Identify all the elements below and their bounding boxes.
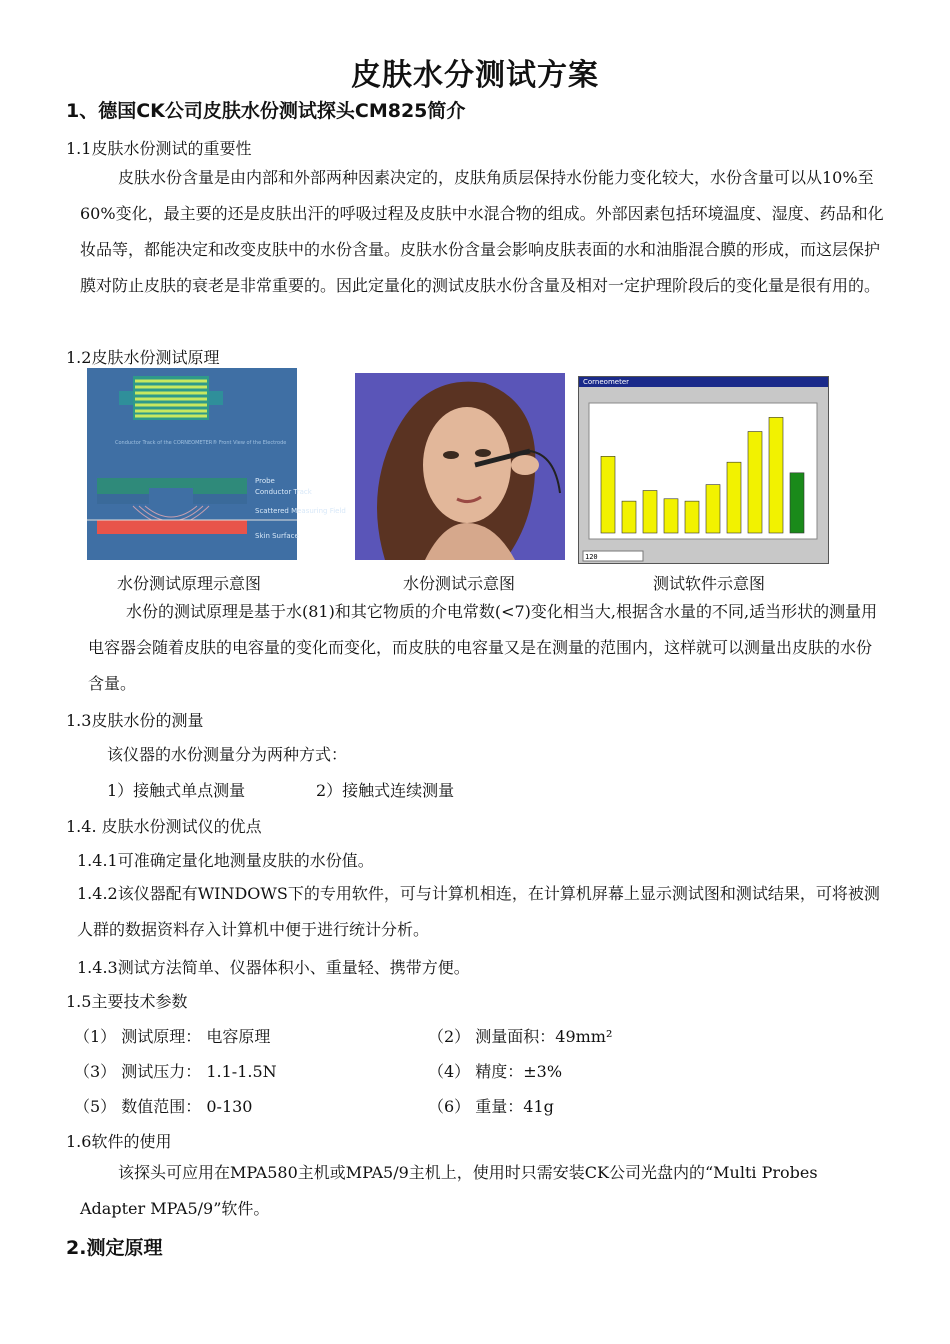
software-window-title: Corneometer (583, 378, 630, 386)
software-bar (748, 432, 762, 533)
software-screenshot-figure (578, 376, 829, 564)
label-measuring-field: Scattered Measuring Field (255, 507, 346, 515)
software-bar (706, 485, 720, 533)
principle-diagram-figure (87, 368, 346, 560)
software-bar (601, 456, 615, 533)
param-left-2: （3） 测试压力： 1.1-1.5N (74, 1062, 277, 1081)
label-skin-surface: Skin Surface (255, 532, 299, 540)
caption-measurement: 水份测试示意图 (403, 574, 516, 593)
subheading-1-1: 1.1皮肤水份测试的重要性 (66, 139, 252, 158)
subheading-1-6: 1.6软件的使用 (66, 1132, 172, 1151)
paragraph-1-3-intro: 该仪器的水份测量分为两种方式： (107, 745, 348, 764)
software-bar (685, 501, 699, 533)
software-status-value: 120 (585, 553, 598, 561)
measure-mode-single: 1）接触式单点测量 (107, 781, 246, 800)
heading-section-1: 1、德国CK公司皮肤水份测试探头CM825简介 (66, 100, 466, 122)
principle-diagram-graphic (87, 368, 346, 560)
param-left-1: （1） 测试原理： 电容原理 (74, 1027, 271, 1046)
label-probe: Probe (255, 477, 275, 485)
software-bar (727, 462, 741, 533)
caption-principle: 水份测试原理示意图 (117, 574, 262, 593)
measurement-photo-figure (355, 373, 565, 560)
advantage-3: 1.4.3测试方法简单、仪器体积小、重量轻、携带方便。 (77, 958, 470, 977)
paragraph-1-2: 水份的测试原理是基于水(81)和其它物质的介电常数(<7)变化相当大,根据含水量的不同,适当形状的测量用电容器会随着皮肤的电容量的变化而变化，而皮肤的电容量又是在测量的范围内，这样就可以测量出皮肤的水份含量。 (88, 602, 878, 693)
label-conductor-track: Conductor Track (255, 488, 312, 496)
subheading-1-2: 1.2皮肤水份测试原理 (66, 348, 220, 367)
subheading-1-3: 1.3皮肤水份的测量 (66, 711, 204, 730)
paragraph-1-6: 该探头可应用在MPA580主机或MPA5/9主机上，使用时只需安装CK公司光盘内的“Multi Probes Adapter MPA5/9”软件。 (80, 1163, 818, 1218)
advantage-1: 1.4.1可准确定量化地测量皮肤的水份值。 (77, 851, 374, 870)
caption-software: 测试软件示意图 (653, 574, 766, 593)
software-bar (622, 501, 636, 533)
software-bar (664, 499, 678, 533)
software-bar (790, 473, 804, 533)
param-right-1: （2） 测量面积：49mm² (428, 1027, 613, 1046)
page-title: 皮肤水分测试方案 (351, 58, 599, 93)
param-right-3: （6） 重量：41g (428, 1097, 554, 1116)
measurement-photo-graphic (355, 373, 565, 560)
software-bar (769, 417, 783, 533)
advantage-2: 1.4.2该仪器配有WINDOWS下的专用软件，可与计算机相连，在计算机屏幕上显示测试图和测试结果，可将被测人群的数据资料存入计算机中便于进行统计分析。 (77, 884, 880, 939)
software-title-bar (579, 377, 828, 387)
param-left-3: （5） 数值范围： 0-130 (74, 1097, 253, 1116)
subheading-1-5: 1.5主要技术参数 (66, 992, 188, 1011)
measure-mode-continuous: 2）接触式连续测量 (316, 781, 455, 800)
diagram-note: Conductor Track of the CORNEOMETER® Front View of the Electrode (115, 440, 287, 446)
subheading-1-4: 1.4. 皮肤水份测试仪的优点 (66, 817, 262, 836)
software-bar (643, 491, 657, 533)
software-chart (579, 387, 828, 563)
paragraph-1-1: 皮肤水份含量是由内部和外部两种因素决定的，皮肤角质层保持水份能力变化较大，水份含量可以从10%至60%变化，最主要的还是皮肤出汗的呼吸过程及皮肤中水混合物的组成。外部因素包括环境温度、湿度、药品和化妆品等，都能决定和改变皮肤中的水份含量。皮肤水份含量会影响皮肤表面的水和油脂混合膜的形成，而这层保护膜对防止皮肤的衰老是非常重要的。因此定量化的测试皮肤水份含量及相对一定护理阶段后的变化量是很有用的。 (80, 168, 884, 295)
param-right-2: （4） 精度：±3% (428, 1062, 563, 1081)
heading-section-2: 2.测定原理 (66, 1237, 163, 1259)
